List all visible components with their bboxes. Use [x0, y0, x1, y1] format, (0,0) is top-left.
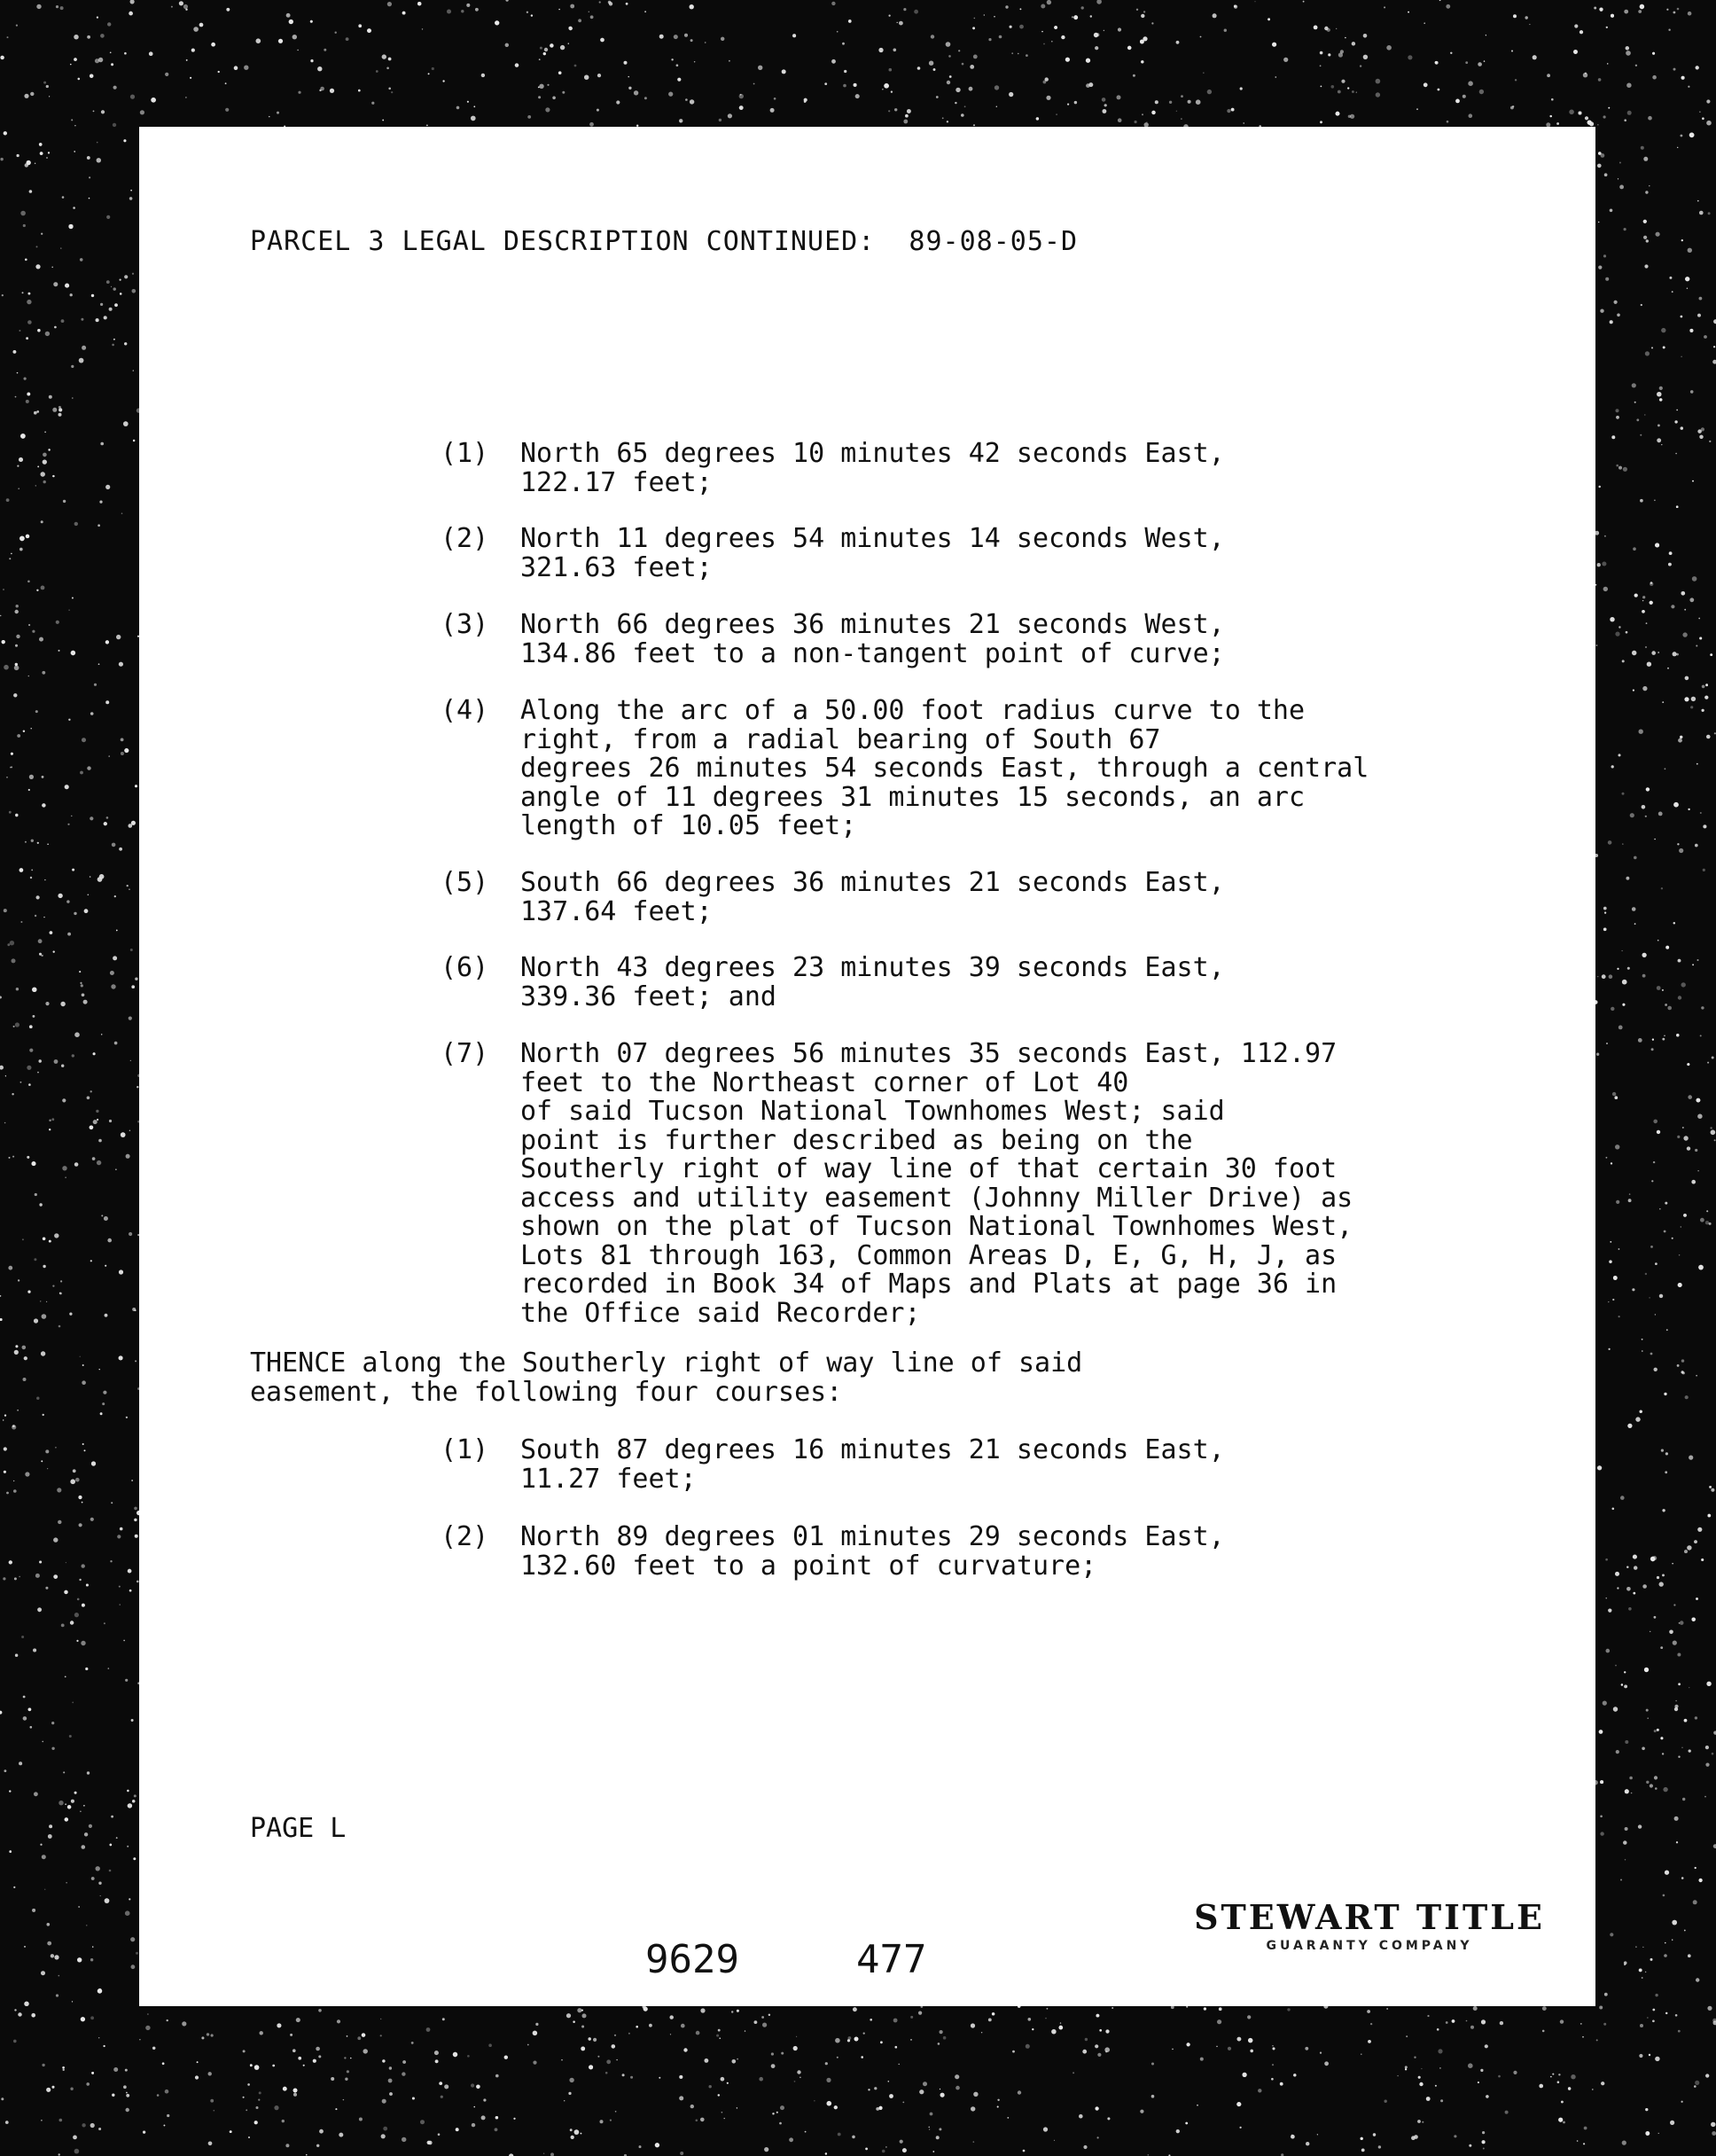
course-number: (5) — [441, 867, 489, 898]
course-text: North 89 degrees 01 minutes 29 seconds East, 132.60 feet to a point of curvature; — [520, 1521, 1225, 1582]
page-label: PAGE L — [250, 1813, 347, 1844]
course-text: South 66 degrees 36 minutes 21 seconds East, 137.64 feet; — [520, 867, 1225, 927]
course-number: (1) — [441, 1434, 489, 1465]
page-number: 477 — [856, 1937, 927, 1982]
course-text: North 43 degrees 23 minutes 39 seconds East, 339.36 feet; and — [520, 952, 1225, 1012]
course-text: Along the arc of a 50.00 foot radius curve to the right, from a radial bearing of South 67 degrees 26 minutes 54 seconds East, through a central angle of 11 degrees 31 minutes 15 seconds, an arc length of 10.05 feet; — [520, 695, 1369, 841]
course-text: North 65 degrees 10 minutes 42 seconds East, 122.17 feet; — [520, 438, 1225, 498]
course-number: (2) — [441, 1521, 489, 1552]
course-text: South 87 degrees 16 minutes 21 seconds East, 11.27 feet; — [520, 1434, 1225, 1495]
course-text: North 07 degrees 56 minutes 35 seconds East, 112.97 feet to the Northeast corner of Lot 40 of said Tucson National Townhomes West; said point is further described as being on the Southerly right of way line of that certain 30 foot access and utility easement (Johnny Miller Drive) as shown on the plat of Tucson National Townhomes West, Lots 81 through 163, Common Areas D, E, G, H, J, as recorded in Book 34 of Maps and Plats at page 36 in the Office said Recorder; — [520, 1038, 1353, 1329]
logo-name: STEWART TITLE — [1194, 1897, 1545, 1937]
docket-number: 9629 — [645, 1937, 739, 1982]
thence-paragraph: THENCE along the Southerly right of way line of said easement, the following four courses: — [250, 1348, 1083, 1408]
course-text: North 11 degrees 54 minutes 14 seconds West, 321.63 feet; — [520, 523, 1225, 583]
course-text: North 66 degrees 36 minutes 21 seconds West, 134.86 feet to a non-tangent point of curve; — [520, 609, 1225, 669]
course-number: (6) — [441, 952, 489, 983]
course-number: (2) — [441, 523, 489, 554]
course-number: (1) — [441, 438, 489, 469]
course-number: (3) — [441, 609, 489, 640]
document-heading: PARCEL 3 LEGAL DESCRIPTION CONTINUED: 89-08-05-D — [250, 226, 1079, 257]
stewart-title-logo — [1183, 1897, 1556, 1953]
logo-subtitle: GUARANTY COMPANY — [1266, 1939, 1473, 1953]
course-number: (4) — [441, 695, 489, 726]
course-number: (7) — [441, 1038, 489, 1069]
